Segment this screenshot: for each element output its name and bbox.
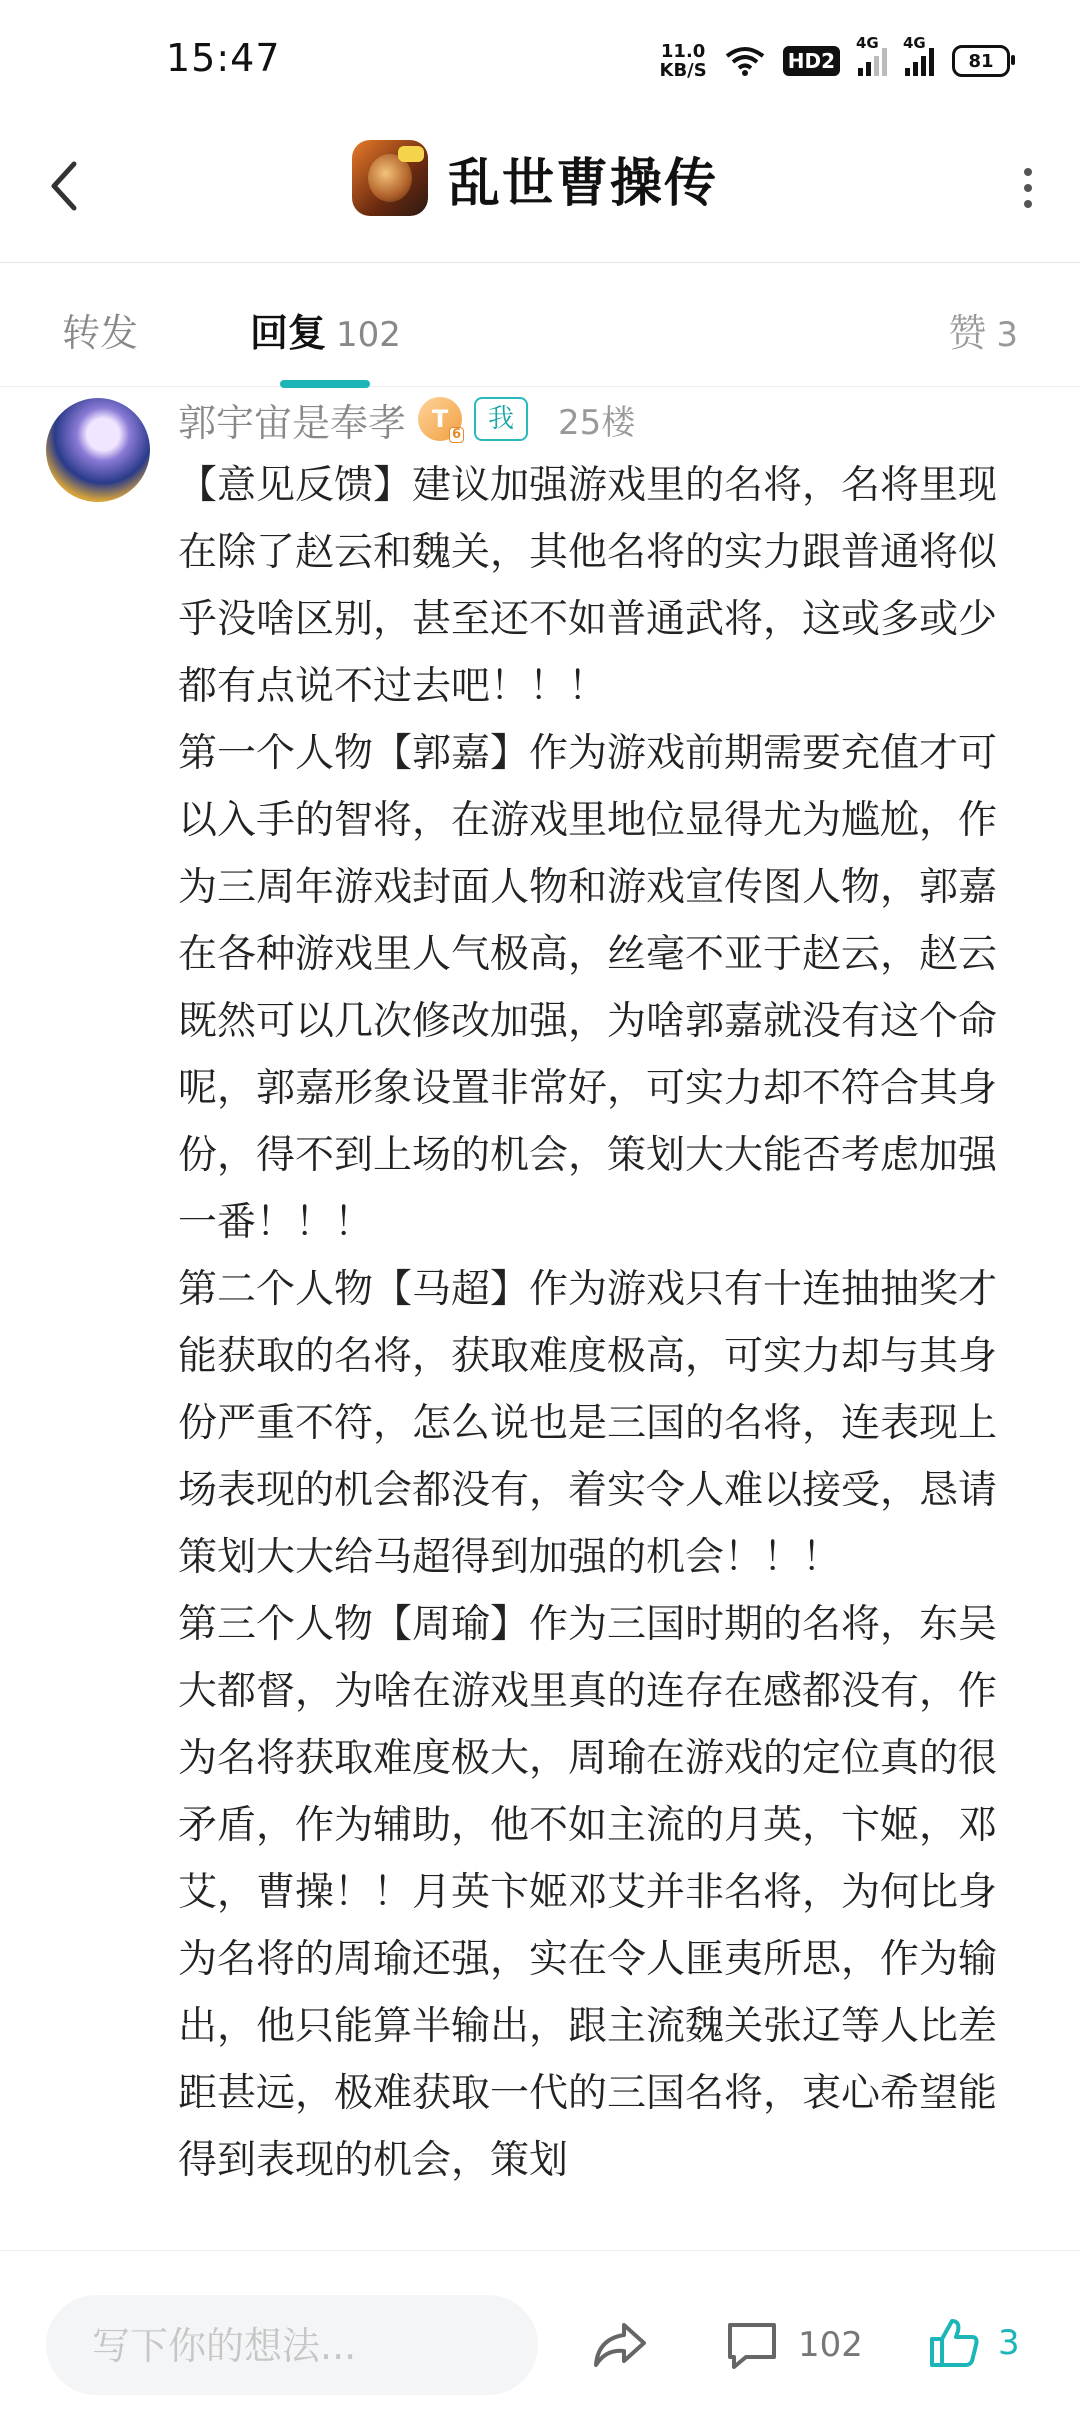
signal-icon-2 bbox=[903, 34, 934, 76]
level-badge bbox=[418, 397, 462, 441]
signal-2-label: 4G bbox=[903, 34, 926, 52]
comment-input-wrapper[interactable] bbox=[46, 2295, 538, 2395]
tab-reply-label: 回复 bbox=[250, 311, 327, 355]
signal-bar bbox=[921, 56, 926, 76]
thumbs-up-icon bbox=[926, 2315, 982, 2371]
like-button[interactable] bbox=[926, 2311, 1020, 2375]
hd-voice-badge: HD2 bbox=[783, 46, 840, 76]
wifi-icon bbox=[725, 46, 765, 76]
share-icon[interactable] bbox=[590, 2315, 650, 2375]
signal-bar bbox=[929, 48, 934, 76]
tab-like-count: 3 bbox=[996, 315, 1018, 355]
signal-bar bbox=[913, 62, 918, 76]
network-speed-value: 11.0 bbox=[660, 41, 706, 62]
active-tab-indicator bbox=[280, 380, 370, 388]
status-time: 15:47 bbox=[166, 36, 281, 80]
status-bar bbox=[0, 0, 1080, 110]
avatar[interactable] bbox=[46, 398, 150, 502]
battery-level: 81 bbox=[968, 50, 994, 72]
me-badge: 我 bbox=[474, 397, 528, 441]
tab-reply[interactable] bbox=[250, 302, 401, 357]
reply-meta bbox=[178, 394, 635, 444]
signal-bar bbox=[874, 56, 879, 76]
more-options-icon[interactable] bbox=[1016, 158, 1040, 218]
page-title: 乱世曹操传 bbox=[448, 153, 719, 214]
game-logo-icon bbox=[352, 140, 428, 216]
signal-bar bbox=[905, 68, 910, 76]
signal-1-label: 4G bbox=[856, 34, 879, 52]
level-badge-number: 6 bbox=[449, 427, 464, 443]
floor-number: 25楼 bbox=[558, 402, 636, 443]
signal-icon-1 bbox=[856, 34, 887, 76]
signal-bar bbox=[882, 48, 887, 76]
top-app-bar bbox=[0, 110, 1080, 263]
reply-content: 【意见反馈】建议加强游戏里的名将，名将里现在除了赵云和魏关，其他名将的实力跟普通将似乎没啥区别，甚至还不如普通武将，这或多或少都有点说不过去吧！！！ 第一个人物【郭嘉】作为游戏前期需要充值才可以入手的智将，在游戏里地位显得尤为尴尬，作为三周年游戏封面人物和游戏宣传图人物，郭嘉在各种游戏里人气极高，丝毫不亚于赵云，赵云既然可以几次修改加强，为啥郭嘉就没有这个命呢，郭嘉形象设置非常好，可实力却不符合其身份，得不到上场的机会，策划大大能否考虑加强一番！！！ 第二个人物【马超】作为游戏只有十连抽抽奖才能获取的名将，获取难度极高，可实力却与其身份严重不符，怎么说也是三国的名将，连表现上场表现的机会都没有，着实令人难以接受，恳请策划大大给马超得到加强的机会！！！ 第三个人物【周瑜】作为三国时期的名将，东吴大都督，为啥在游戏里真的连存在感都没有，作为名将获取难度极大，周瑜在游戏的定位真的很矛盾，作为辅助，他不如主流的月英，卞姬，邓艾，曹操！！月英卞姬邓艾并非名将，为何比身为名将的周瑜还强，实在令人匪夷所思，作为输出，他只能算半输出，跟主流魏关张辽等人比差距甚远，极难获取一代的三国名将，衷心希望能得到表现的机会，策划 bbox=[178, 463, 998, 2183]
comment-count: 102 bbox=[798, 2325, 863, 2365]
level-badge-letter: T bbox=[431, 405, 449, 433]
title-group[interactable] bbox=[352, 140, 718, 216]
network-speed-unit: KB/S bbox=[659, 60, 707, 81]
tab-bar bbox=[0, 262, 1080, 387]
tab-like-label: 赞 bbox=[948, 311, 987, 355]
bottom-action-bar bbox=[0, 2250, 1080, 2413]
signal-bar bbox=[858, 68, 863, 76]
username[interactable]: 郭宇宙是奉孝 bbox=[178, 400, 407, 445]
tab-forward-label: 转发 bbox=[62, 311, 139, 355]
comment-button[interactable] bbox=[724, 2313, 863, 2377]
back-arrow-icon[interactable] bbox=[40, 150, 88, 222]
signal-bar bbox=[866, 62, 871, 76]
battery-icon bbox=[952, 45, 1010, 77]
like-count: 3 bbox=[998, 2323, 1020, 2363]
status-icons bbox=[660, 36, 1010, 86]
tab-like[interactable] bbox=[948, 302, 1018, 357]
network-speed bbox=[660, 42, 707, 80]
tab-reply-count: 102 bbox=[336, 315, 401, 355]
tab-forward[interactable] bbox=[62, 302, 138, 357]
comment-icon bbox=[724, 2317, 780, 2373]
comment-input[interactable] bbox=[90, 2295, 514, 2397]
